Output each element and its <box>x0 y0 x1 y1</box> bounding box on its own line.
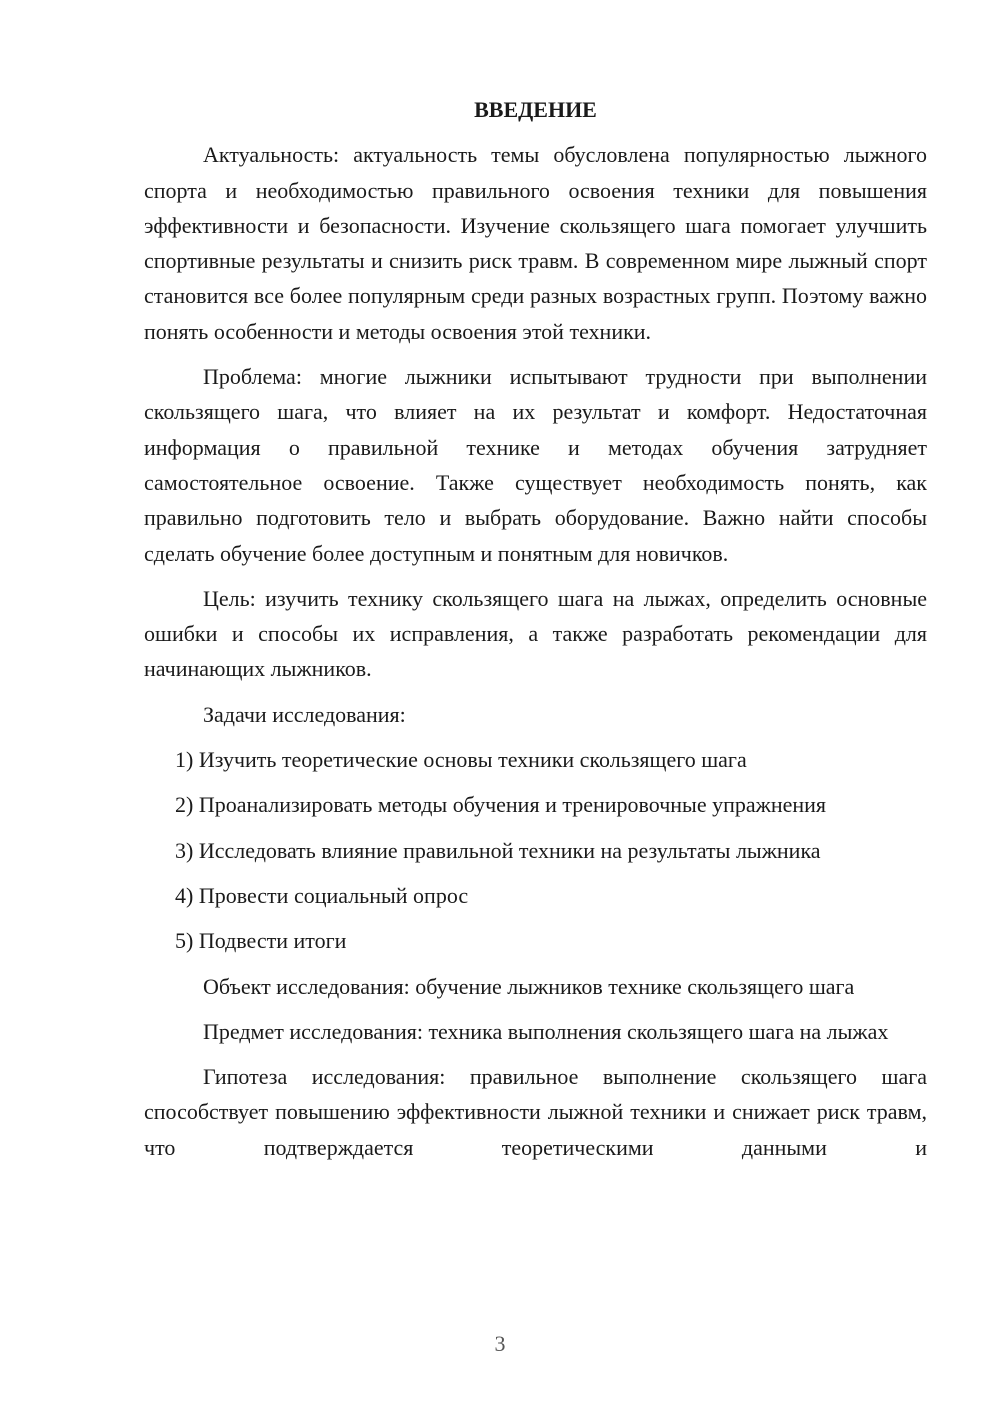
task-item: 5) Подвести итоги <box>175 928 347 954</box>
object-paragraph: Объект исследования: обучение лыжников технике скользящего шага <box>203 973 855 999</box>
task-list <box>144 742 927 958</box>
task-item: 3) Исследовать влияние правильной техники на результаты лыжника <box>175 837 821 863</box>
relevance-paragraph: Актуальность: актуальность темы обусловлена популярностью лыжного спорта и необходимостью правильного освоения техники для повышения эффективности и безопасности. Изучение скользящего шага помогает улучшить спортивные результаты и снизить риск травм. В современном мире лыжный спорт становится все более популярным среди разных возрастных групп. Поэтому важно понять особенности и методы освоения этой техники. <box>144 142 927 344</box>
section-heading: ВВЕДЕНИЕ <box>474 97 597 122</box>
problem-paragraph: Проблема: многие лыжники испытывают трудности при выполнении скользящего шага, что влияет на их результат и комфорт. Недостаточная информация о правильной технике и методах обучения затрудняет самостоятельное освоение. Также существует необходимость понять, как правильно подготовить тело и выбрать оборудование. Важно найти способы сделать обучение более доступным и понятным для новичков. <box>144 364 927 566</box>
subject-paragraph: Предмет исследования: техника выполнения скользящего шага на лыжах <box>203 1018 889 1044</box>
tasks-title: Задачи исследования: <box>203 701 406 727</box>
goal-paragraph: Цель: изучить технику скользящего шага на лыжах, определить основные ошибки и способы их исправления, а также разработать рекомендации для начинающих лыжников. <box>144 585 927 682</box>
hypothesis-paragraph: Гипотеза исследования: правильное выполнение скользящего шага способствует повышению эффективности лыжной техники и снижает риск травм, что подтверждается теоретическими данными и <box>144 1064 927 1160</box>
task-item: 1) Изучить теоретические основы техники скользящего шага <box>175 747 747 773</box>
task-item: 2) Проанализировать методы обучения и тренировочные упражнения <box>175 792 827 818</box>
document-page <box>144 92 927 1175</box>
page-number: 3 <box>494 1331 506 1356</box>
task-item: 4) Провести социальный опрос <box>175 882 469 908</box>
